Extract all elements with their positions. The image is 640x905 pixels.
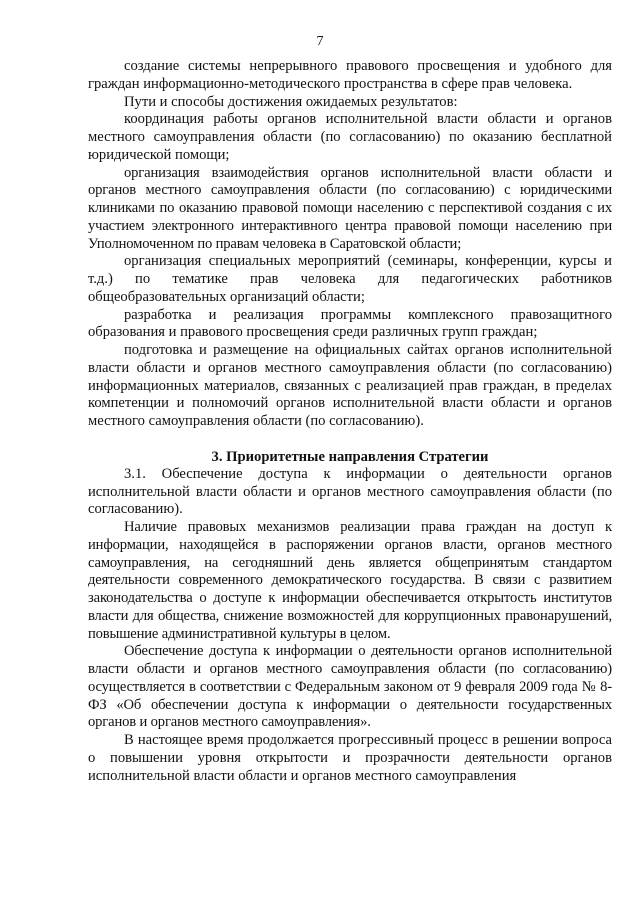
paragraph: организация взаимодействия органов исполнительной власти области и органов местного самоуправления области (по согласованию) с юридическими клиниками по оказанию правовой помощи населению с перспективой создания с их участием электронного интерактивного центра правовой помощи населению при Уполномоченном по правам человека в Саратовской области; [88,164,612,252]
paragraph: подготовка и размещение на официальных сайтах органов исполнительной власти области и органов местного самоуправления области (по согласованию) информационных материалов, связанных с реализацией прав граждан, в пределах компетенции и полномочий органов исполнительной власти области и органов местного самоуправления области (по согласованию). [88,342,612,429]
paragraph: В настоящее время продолжается прогрессивный процесс в решении вопроса о повышении уровня открытости и прозрачности деятельности органов исполнительной власти области и органов местного самоуправления [88,732,612,784]
paragraph: создание системы непрерывного правового просвещения и удобного для граждан информационно-методического пространства в сфере прав человека. [88,58,612,92]
document-body [88,58,612,785]
paragraph: разработка и реализация программы комплексного правозащитного образования и правового просвещения среди различных групп граждан; [88,306,612,341]
section-heading: 3. Приоритетные направления Стратегии [211,448,489,465]
paragraph: Наличие правовых механизмов реализации права граждан на доступ к информации, находящейся в распоряжении органов власти, органов местного самоуправления, на сегодняшний день является общепринятым стандартом деятельности современного демократического государства. В связи с развитием законодательства о доступе к информации обеспечивается открытость институтов власти для общества, снижение возможностей для коррупционных правонарушений, повышение административной культуры в целом. [88,519,612,642]
paragraph: организация специальных мероприятий (семинары, конференции, курсы и т.д.) по тематике прав человека для педагогических работников общеобразовательных организаций области; [88,253,612,305]
paragraph: Обеспечение доступа к информации о деятельности органов исполнительной власти области и органов местного самоуправления области (по согласованию) осуществляется в соответствии с Федеральным законом от 9 февраля 2009 года № 8-ФЗ «Об обеспечении доступа к информации о деятельности государственных органов и органов местного самоуправления». [88,643,612,731]
paragraph: Пути и способы достижения ожидаемых результатов: [124,93,458,110]
paragraph: координация работы органов исполнительной власти области и органов местного самоуправления области (по согласованию) по оказанию бесплатной юридической помощи; [88,111,612,163]
page-number: 7 [316,34,324,49]
paragraph: 3.1. Обеспечение доступа к информации о деятельности органов исполнительной власти области и органов местного самоуправления области (по согласованию). [88,465,612,518]
